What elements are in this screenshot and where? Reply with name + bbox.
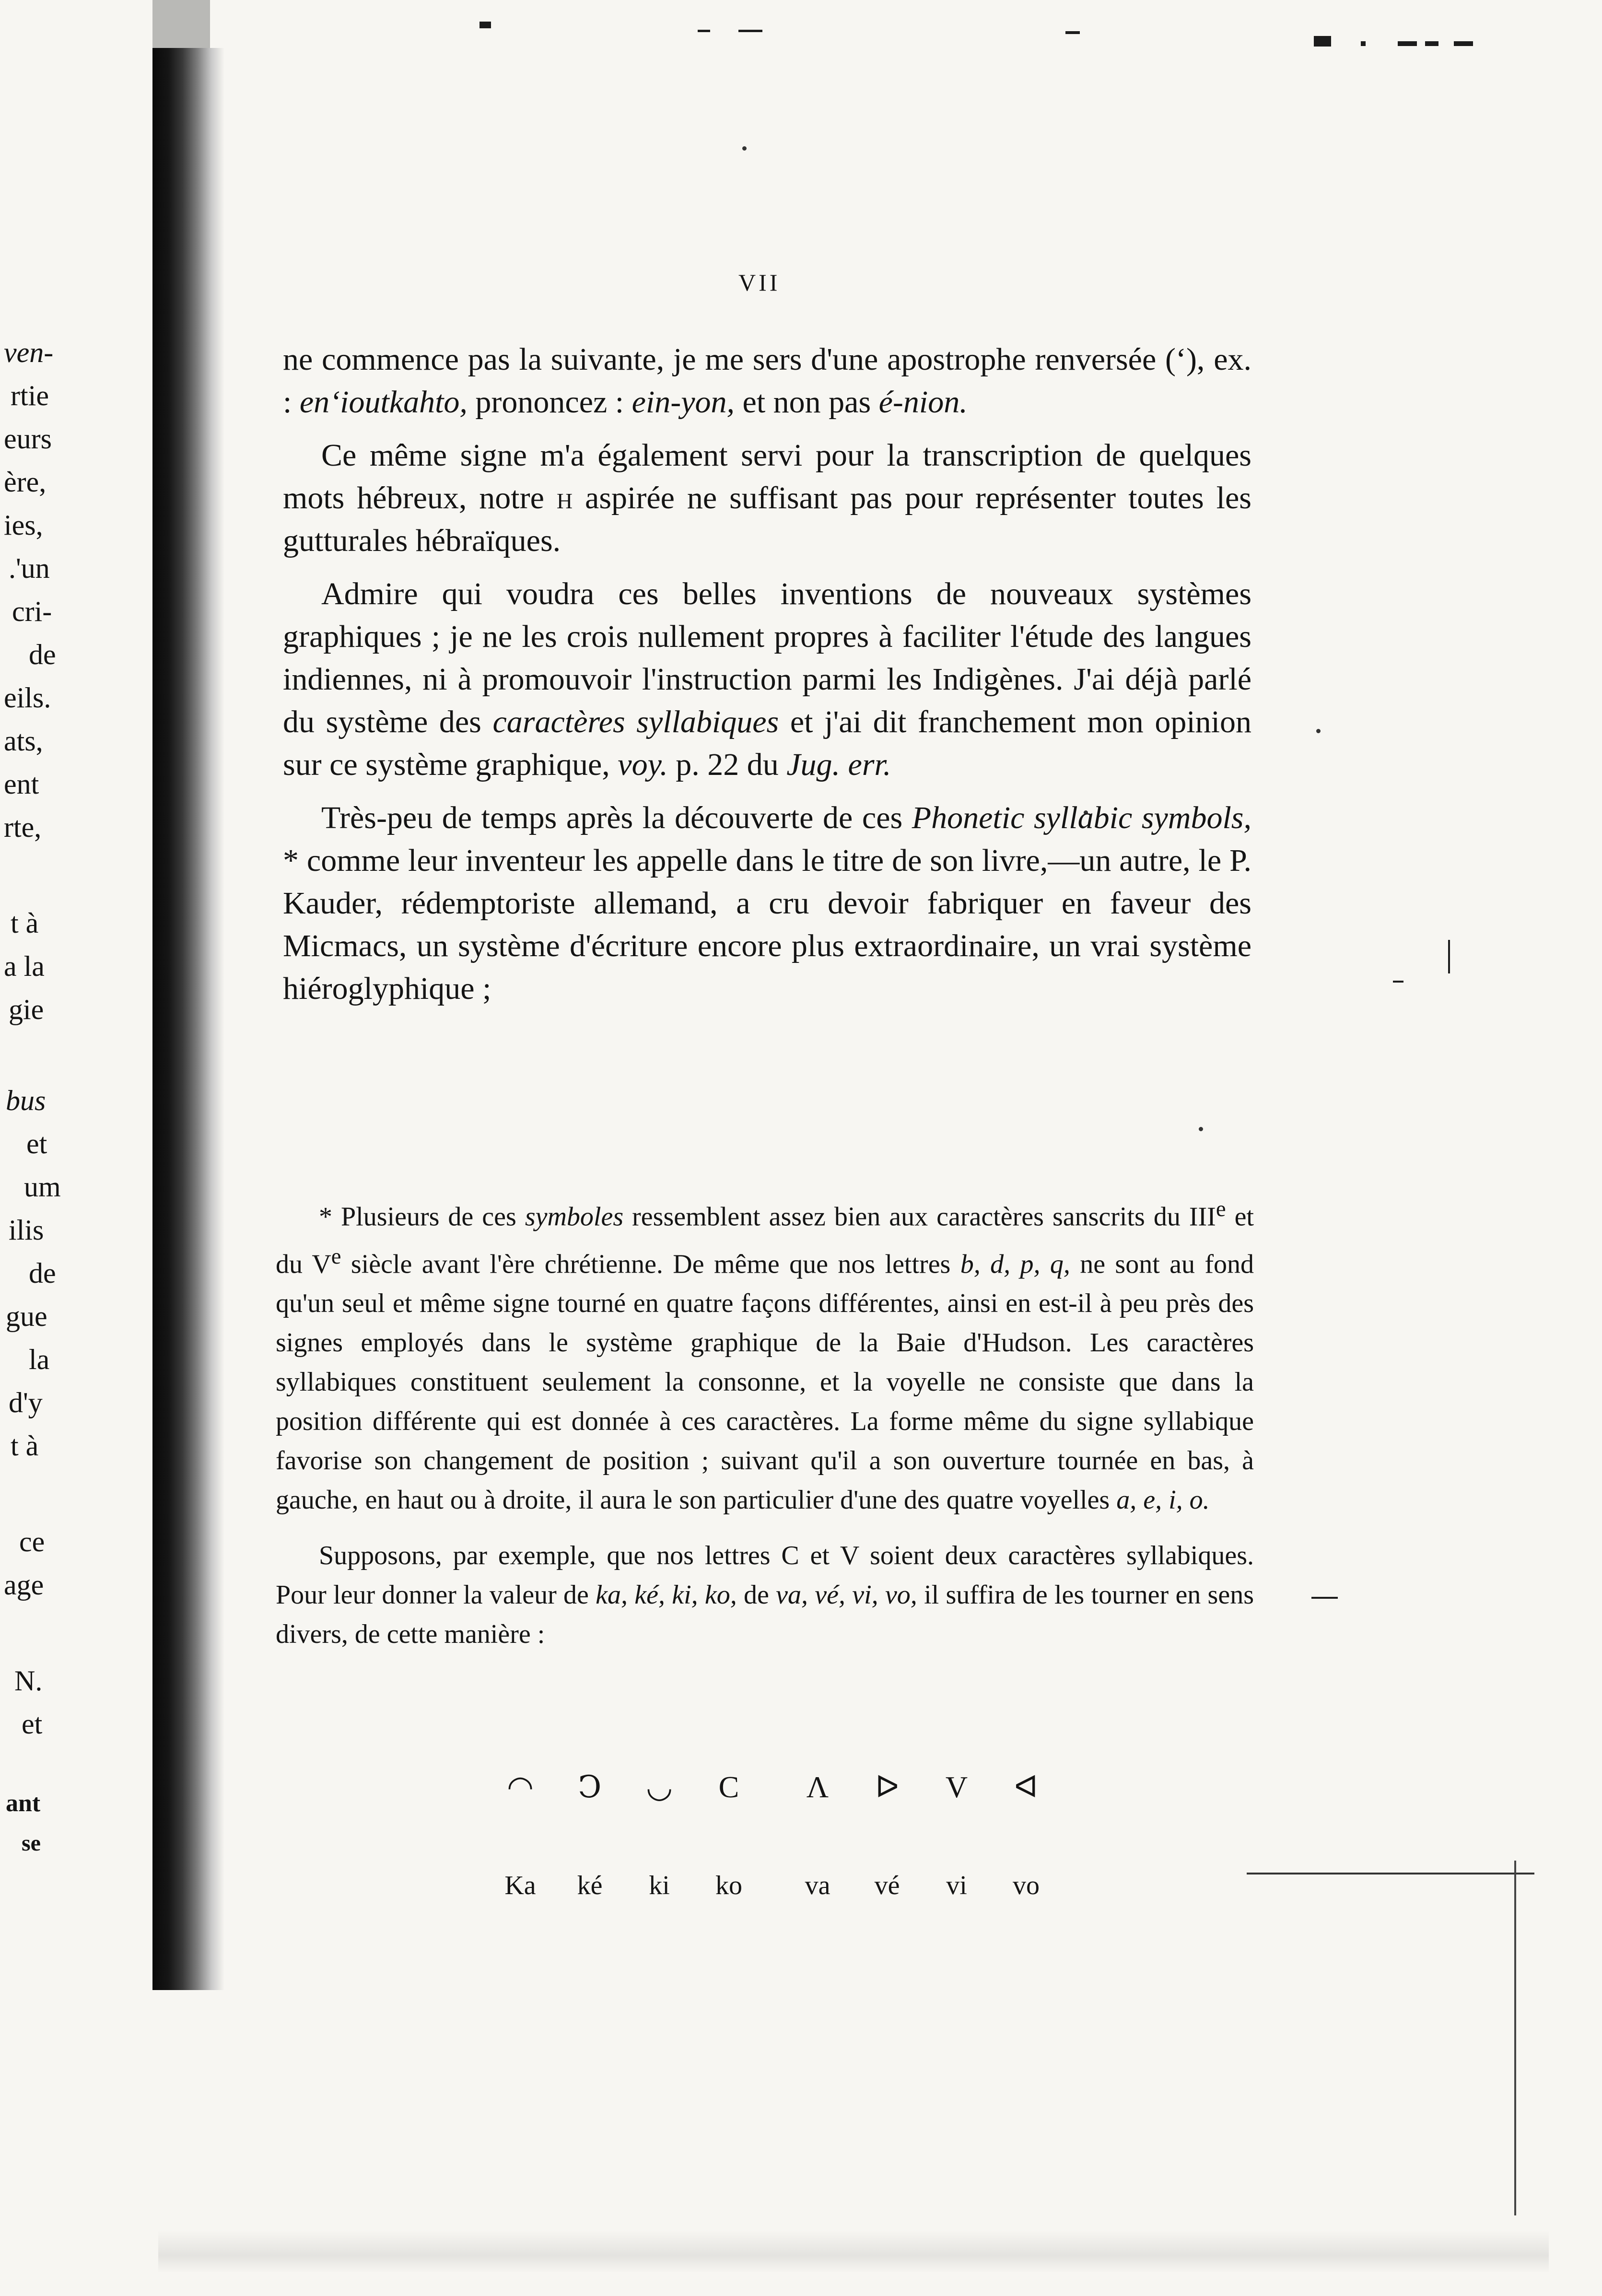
scan-speck: [1316, 729, 1321, 733]
gutter-line: ant: [6, 1790, 41, 1817]
scan-mark: [1448, 940, 1450, 973]
gutter-line: rte,: [4, 811, 42, 843]
gutter-line: ère,: [4, 466, 47, 498]
syllabic-glyph: C: [718, 1770, 739, 1804]
gutter-line: cri-: [12, 596, 52, 627]
gutter-line: age: [4, 1569, 44, 1601]
gutter-line: gue: [6, 1300, 47, 1332]
paragraph: Admire qui voudra ces belles inventions de nouveaux systèmes graphiques ; je ne les crois nullement propres à faciliter l'étude des langues indiennes, ni à promouvoir l'instruction parmi les Indigènes. J'ai déjà parlé du système des caractères syllabiques et j'ai dit franchement mon opinion sur ce système graphique, voy. p. 22 du Jug. err.: [283, 576, 1252, 782]
scan-speck: [742, 146, 747, 151]
syllabic-glyph: ◡: [646, 1770, 673, 1804]
gutter-line: .'un: [9, 552, 50, 584]
paragraph: ne commence pas la suivante, je me sers d'une apostrophe renversée (ʻ), ex. : enʻioutkahto, prononcez : ein-yon, et non pas é-nion.: [283, 342, 1251, 420]
scan-mark: [479, 22, 491, 28]
gutter-line: um: [24, 1171, 61, 1203]
syllable-values: [489, 1813, 1112, 1900]
gutter-line: ilis: [9, 1214, 44, 1246]
book-spine-shadow: [152, 48, 224, 1990]
syllable-label: ki: [649, 1871, 670, 1900]
gutter-line: de: [29, 639, 56, 670]
syllabic-glyph: ᐅ: [875, 1770, 899, 1804]
scan-mark: [1454, 41, 1473, 46]
scan-shadow-bottom: [158, 2230, 1549, 2273]
syllable-label: vé: [874, 1871, 900, 1900]
scan-mark: [1425, 41, 1438, 46]
syllable-label: Ka: [504, 1871, 536, 1900]
gutter-line: d'y: [9, 1387, 43, 1418]
scan-mark: [698, 30, 710, 32]
gutter-line: ce: [19, 1526, 45, 1558]
scan-mark: [1398, 41, 1417, 46]
gutter-line: eurs: [4, 423, 52, 455]
footnote-paragraph: Supposons, par exemple, que nos lettres C et V soient deux caractères syllabiques. Pour leur donner la valeur de ka, ké, ki, ko, de va, vé, vi, vo, il suffira de les tourner en sens divers, de cette manière :: [276, 1541, 1254, 1650]
gutter-line: et: [22, 1708, 43, 1740]
syllabic-glyph: Λ: [806, 1770, 829, 1804]
footnote-paragraph: * Plusieurs de ces symboles ressemblent assez bien aux caractères sanscrits du IIIe et du Ve siècle avant l'ère chrétienne. De même que nos lettres b, d, p, q, ne sont au fond qu'un seul et même signe tourné en quatre façons différentes, ainsi en est-il à peu près des signes employés dans le système graphique de la Baie d'Hudson. Les caractères syllabiques constituent seulement la consonne, et la voyelle ne consiste que dans la position différente qui est donnée à ces caractères. La forme même du signe syllabique favorise son changement de position ; suivant qu'il a son ouverture tournée en bas, à gauche, en haut ou à droite, il aura le son particulier d'une des quatre voyelles a, e, i, o.: [276, 1196, 1254, 1515]
syllabic-glyph: Ↄ: [578, 1770, 602, 1804]
gutter-line: N.: [14, 1665, 43, 1697]
scan-mark: [1314, 36, 1331, 47]
paragraph: Très-peu de temps après la découverte de ces Phonetic syllabic symbols, * comme leur inventeur les appelle dans le titre de son livre,—un autre, le P. Kauder, rédemptoriste allemand, a cru devoir fabriquer en faveur des Micmacs, un système d'écriture encore plus extraordinaire, un vrai système hiéroglyphique ;: [283, 800, 1251, 1006]
syllable-label: ko: [715, 1871, 742, 1900]
gutter-line: bus: [6, 1085, 46, 1116]
main-text: [283, 338, 1251, 1020]
syllabic-characters: [489, 1769, 1112, 1813]
gutter-line: rtie: [11, 380, 49, 411]
gutter-line: eils.: [4, 682, 51, 714]
gutter-line: gie: [9, 994, 44, 1025]
gutter-line: t à: [11, 1430, 39, 1462]
syllable-label: vo: [1013, 1871, 1040, 1900]
syllabic-glyph: ◠: [507, 1770, 534, 1804]
gutter-line: de: [29, 1257, 56, 1289]
scan-mark: [1393, 981, 1403, 983]
scan-rule: [1514, 1861, 1516, 2215]
scan-mark: [1361, 41, 1366, 46]
gutter-line: a la: [4, 950, 45, 982]
facing-page-margin: [0, 0, 158, 2296]
syllable-label: vi: [946, 1871, 967, 1900]
syllabic-glyph: V: [945, 1770, 968, 1804]
scan-speck: [1199, 1127, 1203, 1131]
gutter-line: la: [29, 1344, 50, 1375]
gutter-line: ats,: [4, 725, 43, 757]
scan-mark: [738, 30, 762, 32]
syllabary-example: [489, 1769, 1112, 1900]
paragraph: Ce même signe m'a également servi pour la transcription de quelques mots hébreux, notre h aspirée ne suffisant pas pour représenter toutes les gutturales hébraïques.: [283, 438, 1251, 558]
gutter-line: ven-: [4, 337, 54, 368]
page-number: VII: [738, 269, 781, 296]
scan-shadow-top: [152, 0, 210, 53]
footnote: [276, 1189, 1254, 1670]
gutter-line: se: [22, 1830, 41, 1856]
syllable-label: va: [805, 1871, 830, 1900]
scan-mark: [1065, 31, 1080, 34]
gutter-line: t à: [11, 907, 39, 939]
gutter-line: ent: [4, 768, 39, 800]
syllabic-glyph: ᐊ: [1014, 1770, 1038, 1804]
gutter-line: et: [26, 1128, 47, 1160]
scan-mark: [1311, 1597, 1338, 1599]
scan-rule: [1247, 1873, 1534, 1874]
gutter-line: ies,: [4, 509, 43, 541]
syllable-label: ké: [577, 1871, 603, 1900]
